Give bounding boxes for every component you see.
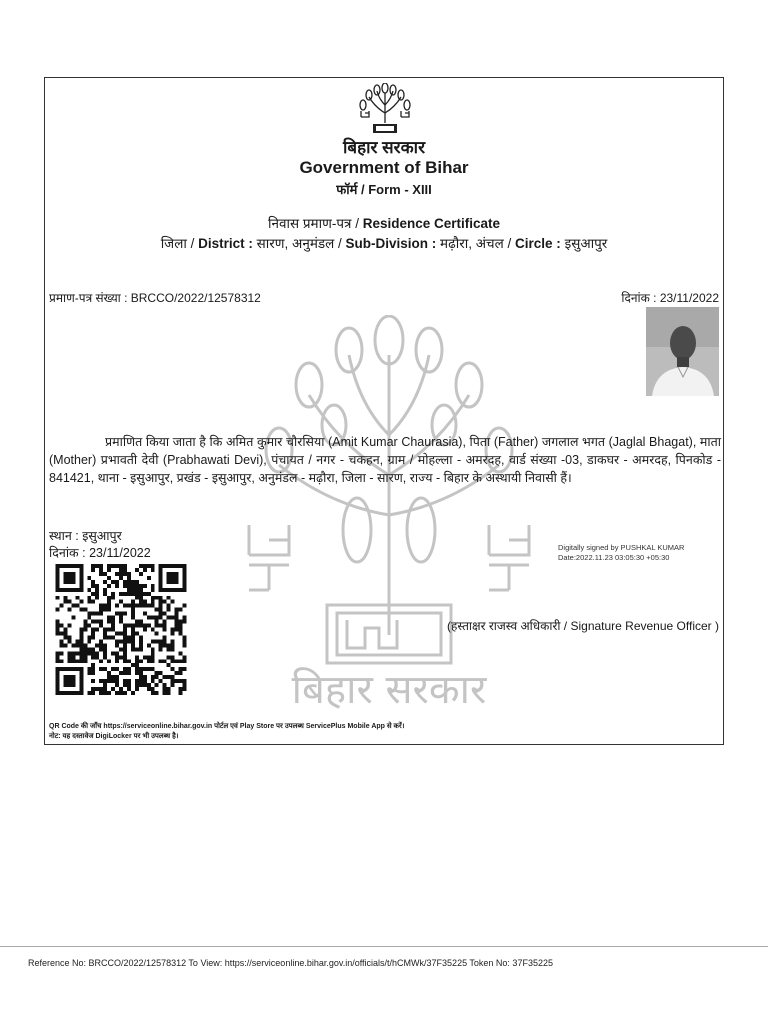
subdivision-value: मढ़ौरा, अंचल / [436,236,516,251]
signature-label: (हस्ताक्षर राजस्व अधिकारी / Signature Revenue Officer ) [447,619,719,633]
digital-signature-name: Digitally signed by PUSHKAL KUMAR [558,543,685,552]
digital-signature [558,543,684,563]
qr-note-line1: QR Code की जाँच https://serviceonline.bihar.gov.in पोर्टल एवं Play Store पर उपलब्ध ServicePlus Mobile App से करें। [49,723,405,730]
form-number: फॉर्म / Form - XIII [336,182,432,197]
subdivision-label: Sub-Division : [345,236,437,251]
certificate-type-hindi: निवास प्रमाण-पत्र / [267,216,363,231]
certificate-type [45,214,723,232]
header-title-english: Government of Bihar [299,158,469,177]
qr-note [49,722,404,742]
qr-code [53,564,189,695]
district-value: सारण, अनुमंडल / [252,236,346,251]
footer-divider [0,946,768,947]
bihar-emblem-icon [357,83,413,137]
district-label: District : [198,236,253,251]
certificate-date: दिनांक : 23/11/2022 [621,291,719,305]
circle-label: Circle : [515,236,561,251]
certificate-body: प्रमाणित किया जाता है कि अमित कुमार चौरसिया (Amit Kumar Chaurasia), पिता (Father) जगलाल भगत (Jaglal Bhagat), माता (Mother) प्रभावती देवी (Prabhawati Devi), पंचायत / नगर - चकहन, ग्राम / मोहल्ला - अमरदह, वार्ड संख्या -03, डाकघर - अमरदह, पिनकोड - 841421, थाना - इसुआपुर, प्रखंड - इसुआपुर, अनुमंडल - मढ़ौरा, जिला - सारण, राज्य - बिहार के अस्थायी निवासी हैं। [49,435,721,485]
watermark-text: बिहार सरकार [291,667,487,710]
district-prefix: जिला / [160,236,199,251]
header-title-hindi: बिहार सरकार [342,138,426,157]
jurisdiction-line [45,234,723,252]
certificate-frame [44,77,724,745]
footer-reference: Reference No: BRCCO/2022/12578312 To View: https://serviceonline.bihar.gov.in/officials/t/hCMWk/37F35225 Token No: 37F35225 [28,958,553,968]
certificate-type-english: Residence Certificate [362,216,501,231]
qr-note-line2: नोट: यह दस्तावेज DigiLocker पर भी उपलब्ध है। [49,733,179,740]
issue-place: स्थान : इसुआपुर [49,529,122,543]
issue-date: दिनांक : 23/11/2022 [49,546,151,560]
watermark-emblem-icon [239,315,539,710]
digital-signature-date: Date:2022.11.23 03:05:30 +05:30 [558,553,670,562]
certificate-number: प्रमाण-पत्र संख्या : BRCCO/2022/12578312 [49,291,261,305]
applicant-photo [646,307,719,396]
circle-value: इसुआपुर [560,236,608,251]
